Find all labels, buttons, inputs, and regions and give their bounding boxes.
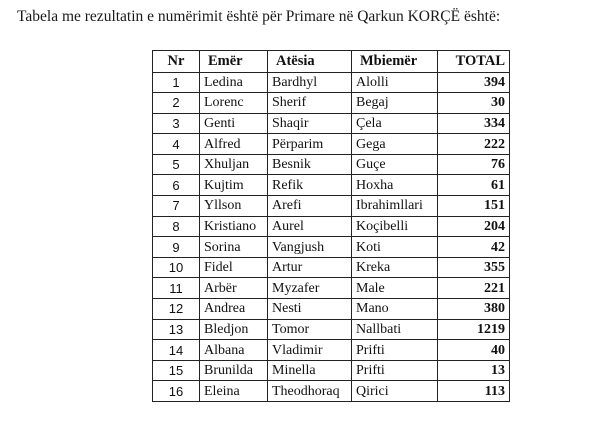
cell-emer: Ledina [200, 72, 268, 93]
cell-mbiemer: Gega [352, 134, 438, 155]
cell-nr: 2 [153, 93, 200, 114]
cell-nr: 6 [153, 175, 200, 196]
cell-total: 151 [438, 196, 510, 217]
cell-mbiemer: Ibrahimllari [352, 196, 438, 217]
cell-total: 355 [438, 257, 510, 278]
results-table [152, 50, 510, 402]
cell-emer: Lorenc [200, 93, 268, 114]
cell-nr: 3 [153, 113, 200, 134]
cell-total: 61 [438, 175, 510, 196]
cell-total: 76 [438, 154, 510, 175]
cell-mbiemer: Kreka [352, 257, 438, 278]
cell-atesia: Nesti [268, 299, 352, 320]
header-atesia: Atësia [268, 51, 352, 73]
cell-emer: Bledjon [200, 319, 268, 340]
table-row [153, 381, 510, 402]
cell-mbiemer: Prifti [352, 340, 438, 361]
header-total: TOTAL [438, 51, 510, 73]
cell-nr: 16 [153, 381, 200, 402]
table-row [153, 154, 510, 175]
table-row [153, 93, 510, 114]
cell-mbiemer: Koti [352, 237, 438, 258]
cell-total: 40 [438, 340, 510, 361]
cell-total: 380 [438, 299, 510, 320]
cell-mbiemer: Çela [352, 113, 438, 134]
cell-atesia: Arefi [268, 196, 352, 217]
cell-emer: Sorina [200, 237, 268, 258]
cell-emer: Xhuljan [200, 154, 268, 175]
cell-atesia: Aurel [268, 216, 352, 237]
cell-mbiemer: Alolli [352, 72, 438, 93]
table-row [153, 360, 510, 381]
cell-nr: 15 [153, 360, 200, 381]
table-row [153, 216, 510, 237]
table-row [153, 196, 510, 217]
cell-total: 113 [438, 381, 510, 402]
cell-emer: Genti [200, 113, 268, 134]
cell-nr: 10 [153, 257, 200, 278]
cell-emer: Andrea [200, 299, 268, 320]
cell-emer: Albana [200, 340, 268, 361]
cell-nr: 9 [153, 237, 200, 258]
document-heading: Tabela me rezultatin e numërimit është për Primare në Qarkun KORÇË është: [17, 8, 501, 25]
cell-nr: 14 [153, 340, 200, 361]
cell-mbiemer: Hoxha [352, 175, 438, 196]
cell-nr: 12 [153, 299, 200, 320]
cell-atesia: Sherif [268, 93, 352, 114]
cell-atesia: Bardhyl [268, 72, 352, 93]
cell-total: 1219 [438, 319, 510, 340]
table-row [153, 319, 510, 340]
cell-nr: 1 [153, 72, 200, 93]
cell-atesia: Tomor [268, 319, 352, 340]
cell-emer: Eleina [200, 381, 268, 402]
cell-nr: 5 [153, 154, 200, 175]
cell-total: 222 [438, 134, 510, 155]
cell-nr: 7 [153, 196, 200, 217]
cell-atesia: Artur [268, 257, 352, 278]
cell-emer: Alfred [200, 134, 268, 155]
cell-emer: Kujtim [200, 175, 268, 196]
header-nr: Nr [153, 51, 200, 73]
cell-total: 30 [438, 93, 510, 114]
cell-emer: Brunilda [200, 360, 268, 381]
table-row [153, 237, 510, 258]
cell-emer: Arbër [200, 278, 268, 299]
table-row [153, 134, 510, 155]
cell-total: 221 [438, 278, 510, 299]
cell-mbiemer: Nallbati [352, 319, 438, 340]
cell-mbiemer: Mano [352, 299, 438, 320]
cell-atesia: Myzafer [268, 278, 352, 299]
cell-nr: 13 [153, 319, 200, 340]
header-emer: Emër [200, 51, 268, 73]
cell-emer: Fidel [200, 257, 268, 278]
cell-atesia: Shaqir [268, 113, 352, 134]
table-row [153, 340, 510, 361]
cell-mbiemer: Guçe [352, 154, 438, 175]
cell-total: 204 [438, 216, 510, 237]
table-row [153, 299, 510, 320]
table-row [153, 72, 510, 93]
cell-total: 334 [438, 113, 510, 134]
cell-total: 42 [438, 237, 510, 258]
cell-atesia: Minella [268, 360, 352, 381]
cell-nr: 4 [153, 134, 200, 155]
cell-atesia: Vladimir [268, 340, 352, 361]
cell-atesia: Theodhoraq [268, 381, 352, 402]
table-row [153, 175, 510, 196]
cell-mbiemer: Male [352, 278, 438, 299]
cell-nr: 8 [153, 216, 200, 237]
table-row [153, 257, 510, 278]
cell-nr: 11 [153, 278, 200, 299]
table-header-row [153, 51, 510, 73]
cell-mbiemer: Begaj [352, 93, 438, 114]
cell-emer: Yllson [200, 196, 268, 217]
cell-atesia: Përparim [268, 134, 352, 155]
header-mbiemer: Mbiemër [352, 51, 438, 73]
cell-atesia: Vangjush [268, 237, 352, 258]
cell-mbiemer: Qirici [352, 381, 438, 402]
cell-total: 13 [438, 360, 510, 381]
cell-mbiemer: Koçibelli [352, 216, 438, 237]
cell-atesia: Besnik [268, 154, 352, 175]
table-row [153, 113, 510, 134]
cell-total: 394 [438, 72, 510, 93]
cell-atesia: Refik [268, 175, 352, 196]
table-row [153, 278, 510, 299]
cell-emer: Kristiano [200, 216, 268, 237]
cell-mbiemer: Prifti [352, 360, 438, 381]
